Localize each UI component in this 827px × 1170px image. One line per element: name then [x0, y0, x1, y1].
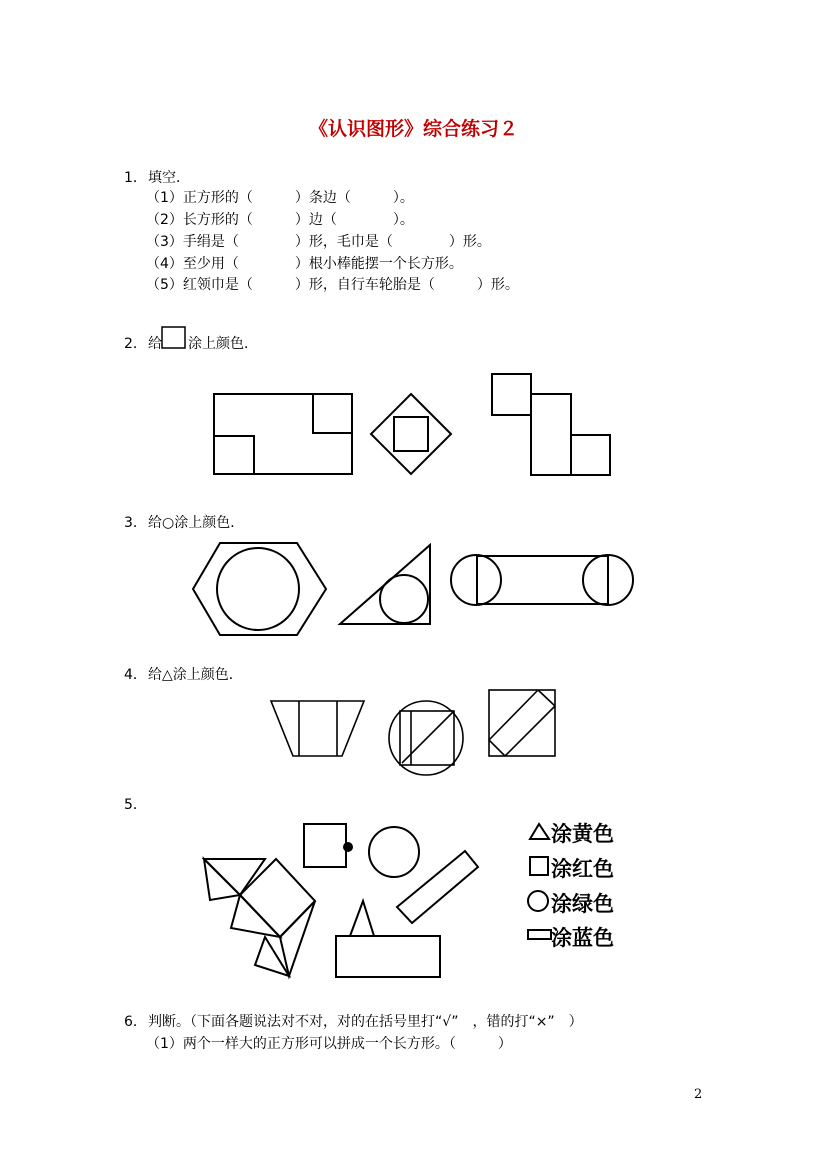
left-small-triangle-2 — [231, 895, 280, 937]
left-small-triangle-1 — [204, 859, 240, 900]
question-6-heading — [148, 1014, 583, 1030]
question-2-number: 2． — [124, 336, 147, 352]
base-rectangle — [336, 936, 440, 977]
question-4-text: 给△涂上颜色． — [148, 667, 243, 683]
question-3-text: 给○涂上颜色． — [148, 515, 245, 531]
check-mark: √ — [442, 1014, 452, 1030]
question-1-item-3: （3）手绢是（ ）形，毛巾是（ ）形。 — [146, 234, 491, 250]
question-3-figures — [190, 537, 640, 637]
circle-icon — [526, 888, 552, 914]
circle-in-hexagon — [217, 548, 299, 630]
corner-square-bottom-left — [214, 436, 254, 474]
corner-square-top-right — [313, 394, 352, 433]
question-4-figures — [265, 685, 565, 785]
square-icon — [161, 326, 187, 350]
legend-circle-label: 涂绿色 — [551, 892, 614, 916]
question-3-number: 3． — [124, 515, 147, 531]
question-4-number: 4． — [124, 667, 147, 683]
square-icon — [527, 855, 553, 879]
question-6-item-1: （1）两个一样大的正方形可以拼成一个长方形。（ ） — [146, 1036, 512, 1052]
question-1-item-2: （2）长方形的（ ）边（ ）。 — [146, 212, 414, 228]
legend-square-label: 涂红色 — [551, 857, 614, 881]
left-square — [240, 859, 315, 937]
rectangle-icon — [526, 925, 554, 943]
question-1-heading: 填空． — [148, 170, 190, 186]
square-figure — [489, 690, 555, 756]
inner-square — [394, 417, 428, 451]
trapezoid-figure — [271, 701, 364, 756]
question-5-number: 5． — [124, 797, 147, 813]
question-1-number: 1． — [124, 170, 147, 186]
question-5-figures — [195, 815, 465, 985]
robot-head-square — [304, 824, 346, 867]
small-square-right — [571, 435, 610, 475]
diamond-outer — [371, 394, 451, 474]
tall-triangle — [350, 901, 374, 936]
left-big-triangle-2 — [280, 901, 315, 976]
question-2-prefix: 给 — [148, 336, 162, 352]
question-1-item-1: （1）正方形的（ ）条边（ ）。 — [146, 190, 414, 206]
question-1-item-5: （5）红领巾是（ ）形，自行车轮胎是（ ）形。 — [146, 277, 519, 293]
page-number: 2 — [694, 1087, 703, 1102]
circle-figure — [369, 827, 419, 877]
question-6-number: 6． — [124, 1014, 147, 1030]
circle-in-triangle — [380, 575, 428, 623]
page-title: 《认识图形》综合练习２ — [308, 118, 518, 140]
question-1-item-4: （4）至少用（ ）根小棒能摆一个长方形。 — [146, 256, 463, 272]
question-6-heading-end: ” ，错的打“×” ） — [451, 1014, 583, 1030]
legend-rectangle-label: 涂蓝色 — [551, 926, 614, 950]
question-6-heading-start: 判断。（下面各题说法对不对，对的在括号里打“ — [148, 1014, 443, 1030]
tall-rectangle — [531, 394, 571, 475]
small-square-top — [492, 374, 531, 415]
hexagon-figure — [193, 543, 326, 635]
question-2-figures — [205, 365, 625, 485]
legend-triangle-label: 涂黄色 — [551, 822, 614, 846]
triangle-icon — [527, 820, 553, 842]
question-2-suffix: 涂上颜色． — [188, 336, 258, 352]
slanted-rectangle — [397, 851, 478, 923]
